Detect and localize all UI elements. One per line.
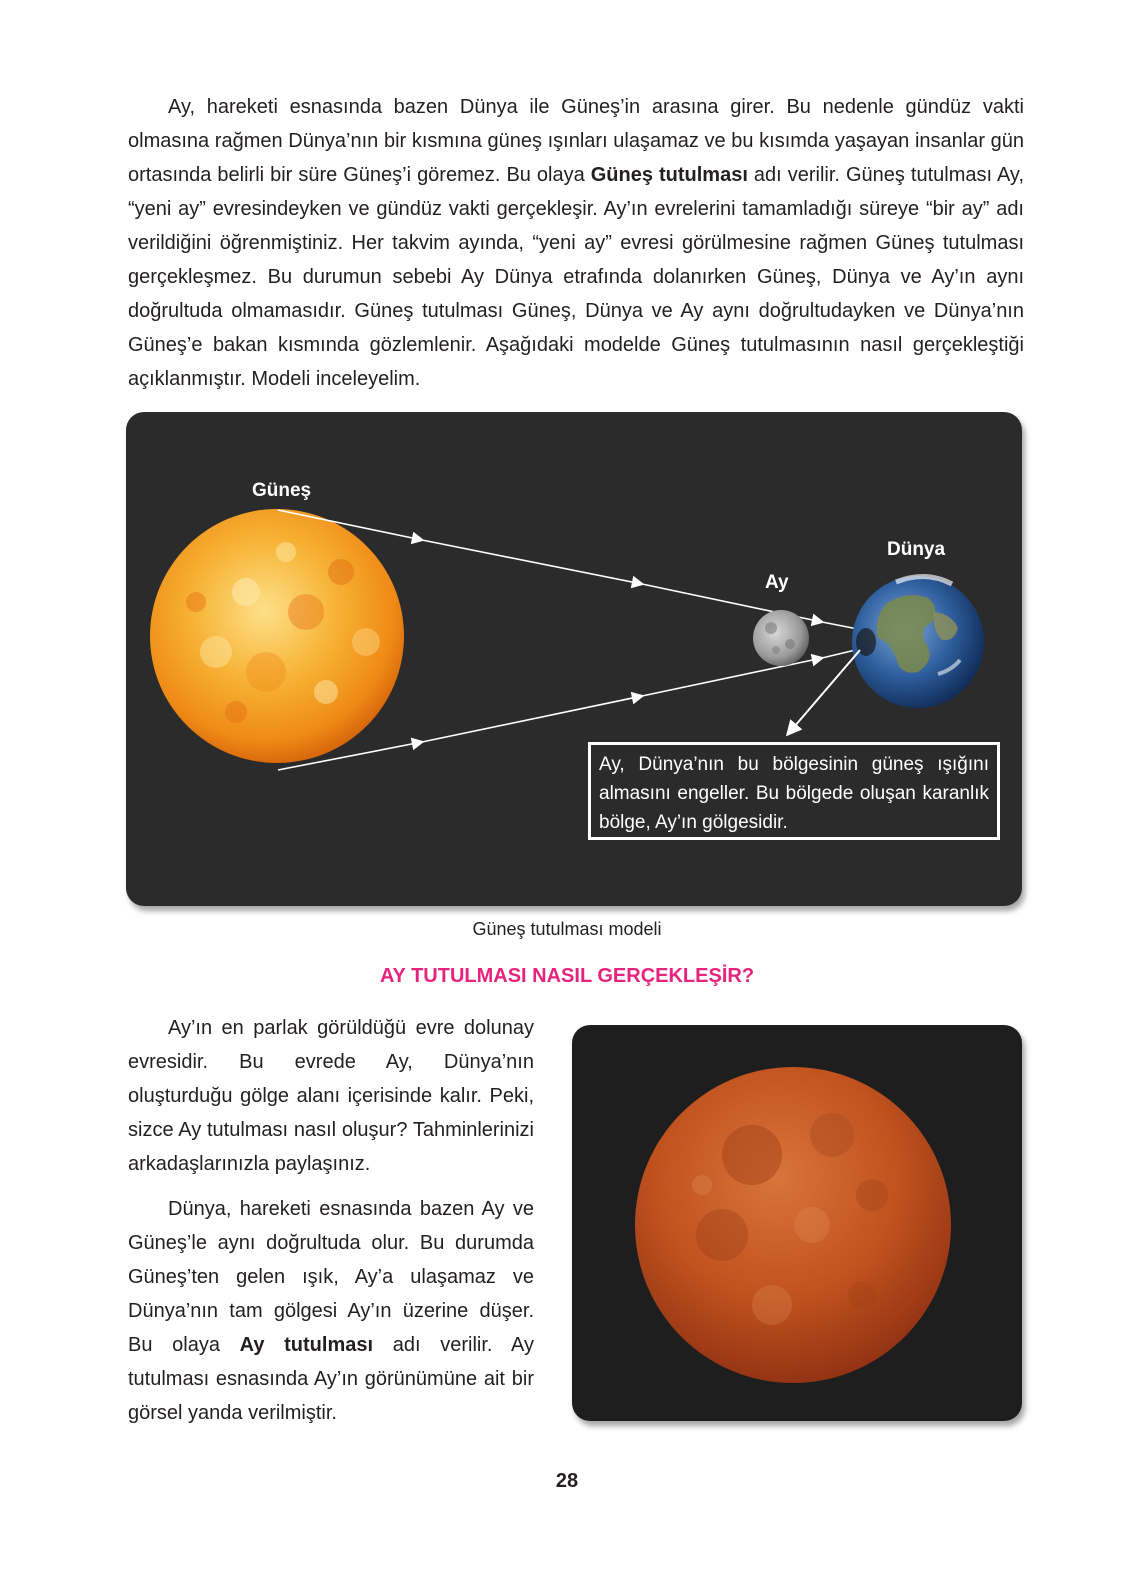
- earth-graphic: [852, 576, 984, 708]
- intro-paragraph: [128, 90, 1024, 396]
- blood-moon-photo: [572, 1025, 1022, 1421]
- blood-moon-image: [572, 1025, 1022, 1421]
- p3-text-1: Dünya, hareketi esnasında bazen Ay ve Güneş’le aynı doğrultuda olur. Bu durumda Güneş’ten gelen ışık, Ay’a ulaşamaz ve Dünya’nın tam gölgesi Ay’ın üzerine düşer. Bu olaya: [128, 1198, 534, 1356]
- section-title: AY TUTULMASI NASIL GERÇEKLEŞİR?: [379, 965, 755, 987]
- moon-label: Ay: [765, 572, 789, 593]
- lunar-eclipse-paragraph: [128, 1192, 534, 1430]
- p3-text-2: adı verilir. Ay tutulması esnasında Ay’ın görünümüne ait bir görsel yanda verilmiştir.: [128, 1334, 534, 1424]
- moon-graphic: [753, 610, 809, 666]
- intro-bold-term: Güneş tutulması: [590, 164, 748, 186]
- page-number: 28: [555, 1470, 579, 1492]
- sun-label: Güneş: [252, 480, 312, 501]
- callout-box: Ay, Dünya’nın bu bölgesinin güneş ışığını almasını engeller. Bu bölgede oluşan karanlık bölge, Ay’ın gölgesidir.: [588, 742, 1000, 840]
- solar-eclipse-figure: [126, 412, 1022, 906]
- sun-graphic: [150, 509, 404, 763]
- intro-text-2: adı verilir. Güneş tutulması Ay, “yeni ay” evresindeyken ve gündüz vakti gerçekleşir. Ay’ın evrelerini tamamladığı süreye “bir ay” adı verildiğini öğrenmiştiniz. Her takvim ayında, “yeni ay” evresi görülmesine rağmen Güneş tutulması gerçekleşmez. Bu durumun sebebi Ay Dünya etrafında dolanırken Güneş, Dünya ve Ay’ın aynı doğrultuda olmamasıdır. Güneş tutulması Güneş, Dünya ve Ay aynı doğrultudayken ve Dünya’nın Güneş’e bakan kısmında gözlemlenir. Aşağıdaki modelde Güneş tutulmasının nasıl gerçekleştiği açıklanmıştır. Modeli inceleyelim.: [128, 164, 1024, 390]
- figure-caption: Güneş tutulması modeli: [472, 919, 662, 939]
- earth-label: Dünya: [887, 539, 946, 560]
- intro-text-1: Ay, hareketi esnasında bazen Dünya ile Güneş’in arasına girer. Bu nedenle gündüz vakti olmasına rağmen Dünya’nın bir kısmına güneş ışınları ulaşamaz ve bu kısımda yaşayan insanlar gün ortasında belirli bir süre Güneş’i göremez. Bu olaya: [128, 96, 1024, 186]
- lunar-question-paragraph: Ay’ın en parlak görüldüğü evre dolunay evresidir. Bu evrede Ay, Dünya’nın oluşturduğu gölge alanı içerisinde kalır. Peki, sizce Ay tutulması nasıl oluşur? Tahminlerinizi arkadaşlarınızla paylaşınız.: [128, 1017, 534, 1175]
- p3-bold-term: Ay tutulması: [239, 1334, 374, 1356]
